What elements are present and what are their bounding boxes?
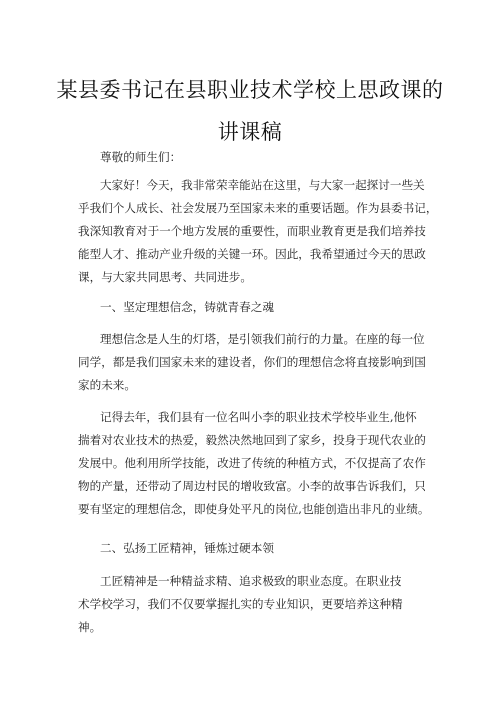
paragraph-craftsmanship xyxy=(78,570,408,639)
paragraph-line: 家的未来。 xyxy=(78,378,136,392)
paragraph-opening xyxy=(78,174,438,289)
paragraph-line: 神。 xyxy=(78,620,102,634)
paragraph-line: 课，与大家共同思考、共同进步。 xyxy=(78,270,252,284)
document-title-line-2: 讲课稿 xyxy=(217,120,283,144)
paragraph-line: 揣着对农业技术的热爱，毅然决然地回到了家乡，投身于现代农业的 xyxy=(78,433,426,447)
paragraph-line: 工匠精神是一种精益求精、追求极致的职业态度。在职业技 xyxy=(100,574,402,588)
document-title-line-1: 某县委书记在县职业技术学校上思政课的 xyxy=(56,78,444,102)
paragraph-line: 大家好！今天，我非常荣幸能站在这里，与大家一起探讨一些关 xyxy=(100,178,425,192)
paragraph-ideals xyxy=(78,328,432,397)
paragraph-line: 记得去年，我们县有一位名叫小李的职业技术学校毕业生,他怀 xyxy=(100,410,417,424)
paragraph-line: 能型人才、推动产业升级的关键一环。因此，我希望通过今天的思政 xyxy=(78,247,426,261)
paragraph-line: 发展中。他利用所学技能，改进了传统的种植方式，不仅提高了农作 xyxy=(78,456,426,470)
paragraph-line: 术学校学习，我们不仅要掌握扎实的专业知识，更要培养这种精 xyxy=(78,597,403,611)
greeting: 尊敬的师生们： xyxy=(100,150,182,164)
paragraph-story xyxy=(78,406,432,521)
paragraph-line: 乎我们个人成长、社会发展乃至国家未来的重要话题。作为县委书记， xyxy=(78,201,438,215)
paragraph-line: 理想信念是人生的灯塔，是引领我们前行的力量。在座的每一位 xyxy=(100,332,425,346)
section-heading-2: 二、弘扬工匠精神，锤炼过硬本领 xyxy=(100,541,274,555)
paragraph-line: 要有坚定的理想信念，即使身处平凡的岗位,也能创造出非凡的业绩。 xyxy=(78,502,430,516)
paragraph-line: 同学，都是我们国家未来的建设者，你们的理想信念将直接影响到国 xyxy=(78,355,426,369)
section-heading-1: 一、坚定理想信念，铸就青春之魂 xyxy=(100,300,274,314)
paragraph-line: 我深知教育对于一个地方发展的重要性，而职业教育更是我们培养技 xyxy=(78,224,426,238)
paragraph-line: 物的产量，还带动了周边村民的增收致富。小李的故事告诉我们，只 xyxy=(78,479,426,493)
